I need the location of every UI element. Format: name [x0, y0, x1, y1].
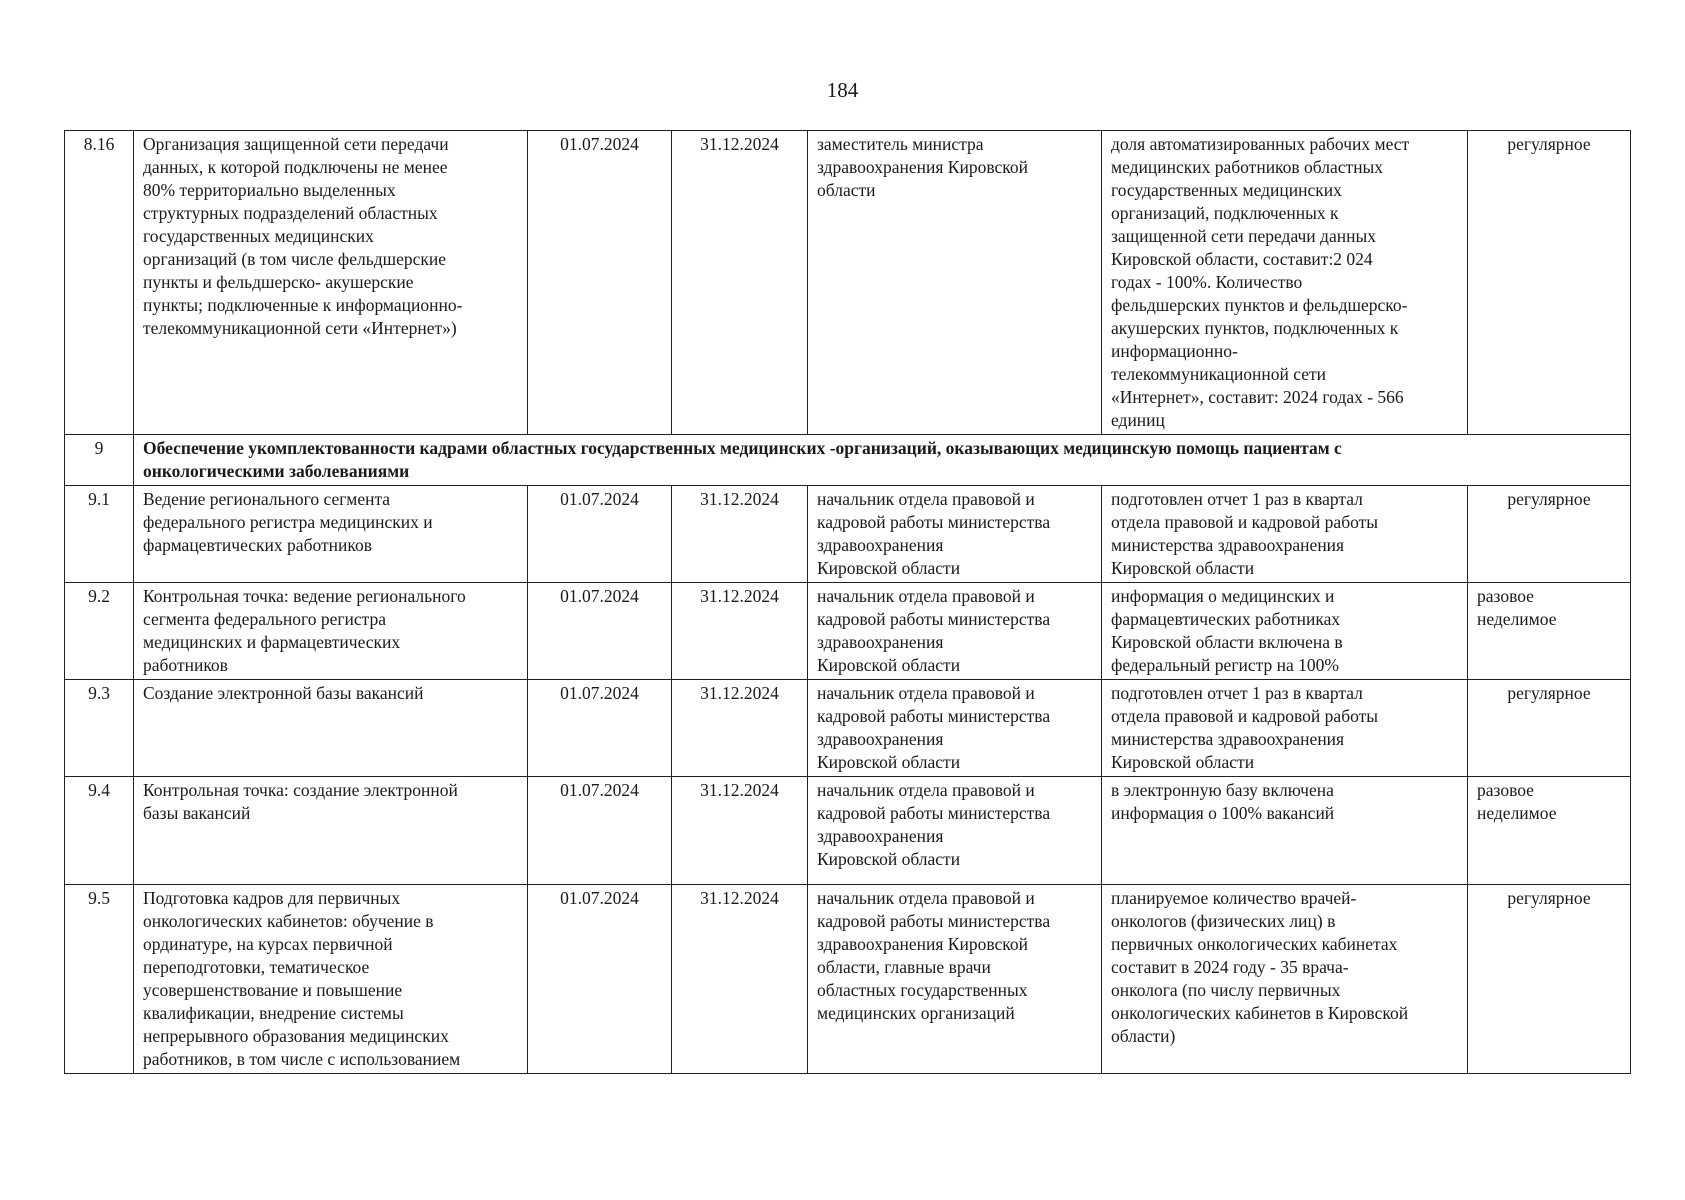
item-name: Организация защищенной сети передачи данных, к которой подключены не менее 80% территориально выделенных структурных подразделений областных государственных медицинских организаций (в том числе фельдшерские пункты и фельдшерско- акушерские пункты; подключенные к информационно- телекоммуникационной сети «Интернет») [134, 131, 528, 435]
start-date: 01.07.2024 [528, 680, 672, 777]
item-number: 9.3 [65, 680, 134, 777]
table-row [65, 583, 1631, 680]
responsible: начальник отдела правовой и кадровой работы министерства здравоохранения Кировской области [808, 486, 1102, 583]
start-date: 01.07.2024 [528, 777, 672, 885]
item-number: 9.5 [65, 885, 134, 1074]
section-number: 9 [65, 435, 134, 486]
item-number: 9.4 [65, 777, 134, 885]
item-name: Ведение регионального сегмента федерального регистра медицинских и фармацевтических работников [134, 486, 528, 583]
start-date: 01.07.2024 [528, 486, 672, 583]
end-date: 31.12.2024 [672, 486, 808, 583]
result: доля автоматизированных рабочих мест медицинских работников областных государственных медицинских организаций, подключенных к защищенной сети передачи данных Кировской области, составит:2 024 годах - 100%. Количество фельдшерских пунктов и фельдшерско- акушерских пунктов, подключенных к информационно- телекоммуникационной сети «Интернет», составит: 2024 годах - 566 единиц [1102, 131, 1468, 435]
responsible: начальник отдела правовой и кадровой работы министерства здравоохранения Кировской области [808, 583, 1102, 680]
item-number: 9.1 [65, 486, 134, 583]
page-number: 184 [826, 78, 859, 102]
plan-table [64, 130, 1631, 1074]
responsible: начальник отдела правовой и кадровой работы министерства здравоохранения Кировской области [808, 680, 1102, 777]
event-type: регулярное [1468, 885, 1631, 1074]
event-type: регулярное [1468, 486, 1631, 583]
result: в электронную базу включена информация о 100% вакансий [1102, 777, 1468, 885]
item-number: 9.2 [65, 583, 134, 680]
event-type: регулярное [1468, 680, 1631, 777]
result: подготовлен отчет 1 раз в квартал отдела правовой и кадровой работы министерства здравоохранения Кировской области [1102, 486, 1468, 583]
item-name: Контрольная точка: ведение регионального сегмента федерального регистра медицинских и фармацевтических работников [134, 583, 528, 680]
item-name: Контрольная точка: создание электронной базы вакансий [134, 777, 528, 885]
end-date: 31.12.2024 [672, 777, 808, 885]
table-row [65, 680, 1631, 777]
start-date: 01.07.2024 [528, 885, 672, 1074]
table-row [65, 777, 1631, 885]
event-type: разовое неделимое [1468, 583, 1631, 680]
table-row [65, 885, 1631, 1074]
result: подготовлен отчет 1 раз в квартал отдела правовой и кадровой работы министерства здравоохранения Кировской области [1102, 680, 1468, 777]
table-row [65, 131, 1631, 435]
end-date: 31.12.2024 [672, 885, 808, 1074]
start-date: 01.07.2024 [528, 583, 672, 680]
end-date: 31.12.2024 [672, 131, 808, 435]
event-type: разовое неделимое [1468, 777, 1631, 885]
section-row [65, 435, 1631, 486]
section-title: Обеспечение укомплектованности кадрами областных государственных медицинских -организаций, оказывающих медицинскую помощь пациентам с онкологическими заболеваниями [134, 435, 1631, 486]
result: информация о медицинских и фармацевтических работниках Кировской области включена в федеральный регистр на 100% [1102, 583, 1468, 680]
end-date: 31.12.2024 [672, 680, 808, 777]
item-name: Подготовка кадров для первичных онкологических кабинетов: обучение в ординатуре, на курсах первичной переподготовки, тематическое усовершенствование и повышение квалификации, внедрение системы непрерывного образования медицинских работников, в том числе с использованием [134, 885, 528, 1074]
item-number: 8.16 [65, 131, 134, 435]
table-row [65, 486, 1631, 583]
end-date: 31.12.2024 [672, 583, 808, 680]
responsible: начальник отдела правовой и кадровой работы министерства здравоохранения Кировской области, главные врачи областных государственных медицинских организаций [808, 885, 1102, 1074]
result: планируемое количество врачей- онкологов (физических лиц) в первичных онкологических кабинетах составит в 2024 году - 35 врача- онколога (по числу первичных онкологических кабинетов в Кировской области) [1102, 885, 1468, 1074]
start-date: 01.07.2024 [528, 131, 672, 435]
responsible: начальник отдела правовой и кадровой работы министерства здравоохранения Кировской области [808, 777, 1102, 885]
event-type: регулярное [1468, 131, 1631, 435]
responsible: заместитель министра здравоохранения Кировской области [808, 131, 1102, 435]
item-name: Создание электронной базы вакансий [134, 680, 528, 777]
